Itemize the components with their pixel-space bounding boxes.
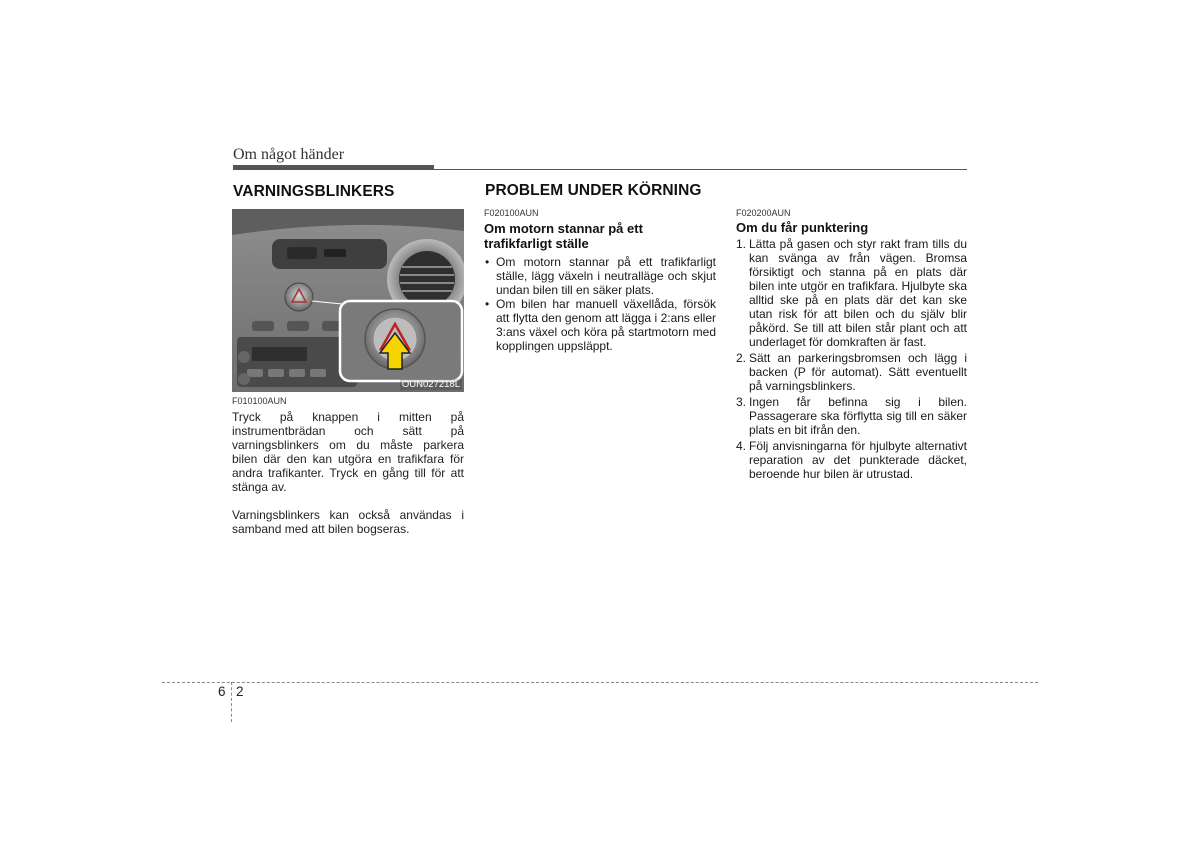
step-number: 4. [736, 439, 747, 453]
subheading-engine-stall: Om motorn stannar på ett trafikfarligt ställe [484, 221, 643, 251]
page-number: 2 [236, 684, 244, 699]
section-title-hazard-lights: VARNINGSBLINKERS [233, 183, 395, 200]
step-text: Sätt an parkeringsbromsen och lägg i backen (P för automat). Sätt eventuellt på varningsblinkers. [749, 351, 967, 393]
running-head: Om något händer [233, 146, 345, 163]
doc-code: F020200AUN [736, 208, 791, 218]
step-text: Följ anvisningarna för hjulbyte alternativt reparation av det punkterade däcket, beroende hur bilen är utrustad. [749, 439, 967, 481]
flat-tire-steps [736, 237, 967, 483]
list-item: • Om bilen har manuell växellåda, försök att flytta den genom att lägga i 2:ans eller 3:ans växel och köra på startmotorn med kopplingen uppsläppt. [484, 297, 716, 353]
engine-stall-list [484, 255, 716, 353]
list-item: • Om motorn stannar på ett trafikfarligt ställe, lägg växeln i neutralläge och skjut undan bilen till en säker plats. [484, 255, 716, 297]
hazard-lights-text [232, 410, 464, 536]
footer-divider [231, 682, 232, 722]
section-title-driving-problems: PROBLEM UNDER KÖRNING [485, 182, 702, 199]
footer-rule [162, 682, 1038, 683]
subheading-flat-tire: Om du får punktering [736, 220, 869, 235]
list-item [736, 439, 967, 481]
list-item [736, 395, 967, 437]
step-number: 2. [736, 351, 747, 365]
step-number: 3. [736, 395, 747, 409]
header-rule [434, 169, 967, 170]
header-bar [233, 165, 434, 170]
section-number: 6 [218, 684, 226, 699]
paragraph: Varningsblinkers kan också användas i samband med att bilen bogseras. [232, 508, 464, 536]
dashboard-photo [232, 209, 464, 392]
image-caption: OUN027218L [401, 379, 460, 390]
list-item [736, 351, 967, 393]
dashboard-illustration [232, 209, 464, 392]
paragraph: Tryck på knappen i mitten på instrumentbrädan och sätt på varningsblinkers om du måste parkera bilen där den kan utgöra en trafikfara för andra trafikanter. Tryck en gång till för att stänga av. [232, 410, 464, 494]
step-number: 1. [736, 237, 747, 251]
step-text: Lätta på gasen och styr rakt fram tills du kan svänga av från vägen. Bromsa försiktigt och stanna på en plats där bilen inte utgör en trafikfara. Hjulbyte ska alltid ske på en plats där det kan ske utan risk för att bilen och du själv blir påkörd. Se till att bilen står plant och att underlaget för domkraften är fast. [749, 237, 967, 349]
doc-code: F010100AUN [232, 396, 287, 406]
step-text: Ingen får befinna sig i bilen. Passagerare ska förflytta sig till en säker plats en bit ifrån den. [749, 395, 967, 437]
doc-code: F020100AUN [484, 208, 539, 218]
list-item [736, 237, 967, 349]
